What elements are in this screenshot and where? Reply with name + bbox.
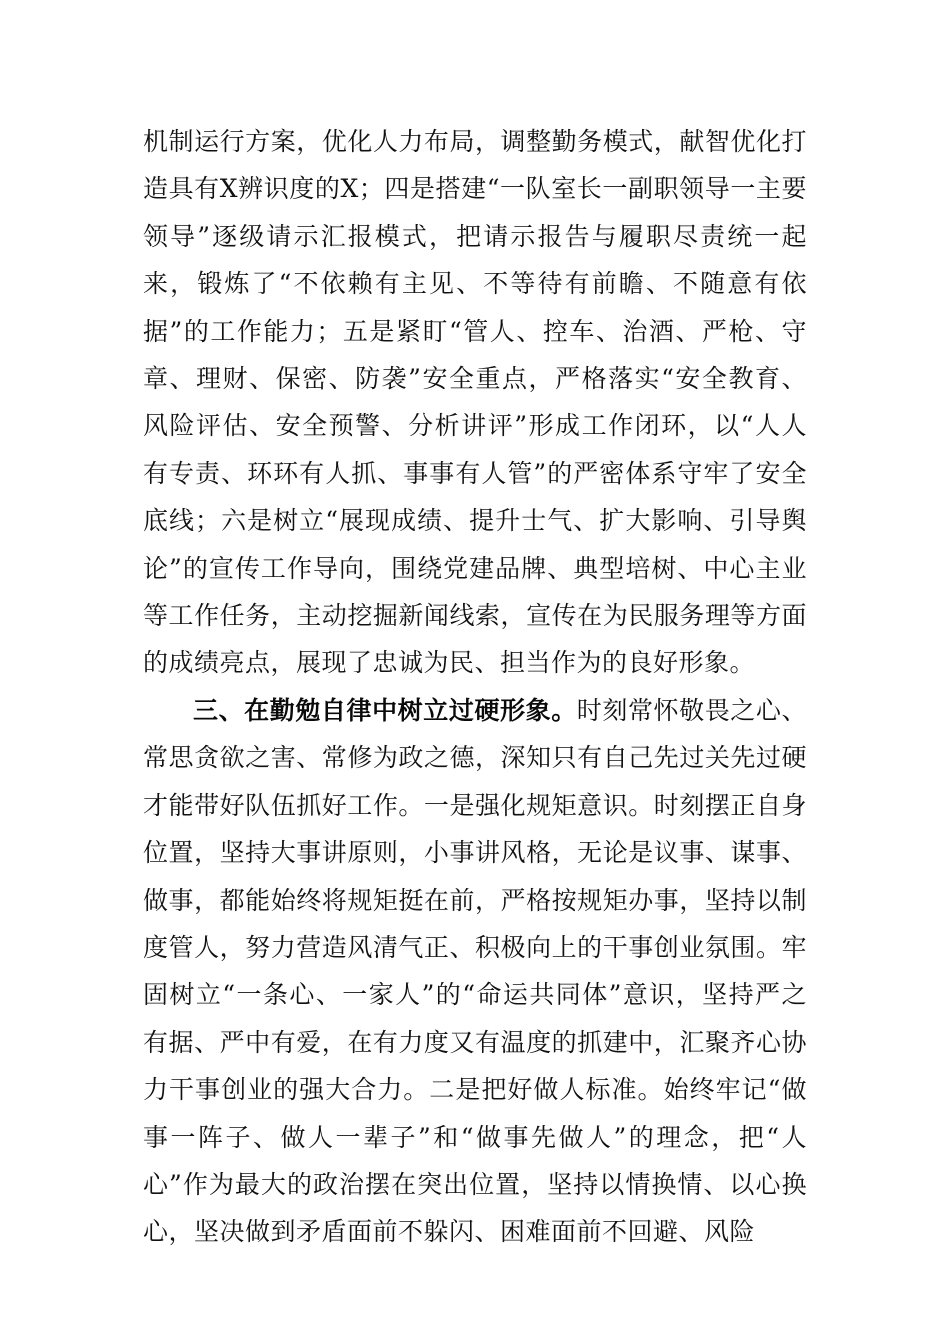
paragraph-1-text: 机制运行方案，优化人力布局，调整勤务模式，献智优化打造具有X辨识度的X；四是搭建“一队室长一副职领导一主要领导”逐级请示汇报模式，把请示报告与履职尽责统一起来，锻炼了“不依赖有主见、不等待有前瞻、不随意有依据”的工作能力；五是紧盯“管人、控车、治酒、严枪、守章、理财、保密、防袭”安全重点，严格落实“安全教育、风险评估、安全预警、分析讲评”形成工作闭环，以“人人有专责、环环有人抓、事事有人管”的严密体系守牢了安全底线；六是树立“展现成绩、提升士气、扩大影响、引导舆论”的宣传工作导向，围绕党建品牌、典型培树、中心主业等工作任务，主动挖掘新闻线索，宣传在为民服务理等方面的成绩亮点，展现了忠诚为民、担当作为的良好形象。 — [143, 127, 807, 678]
document-body — [143, 118, 807, 1256]
section-3-body: 时刻常怀敬畏之心、常思贪欲之害、常修为政之德，深知只有自己先过关先过硬才能带好队伍抓好工作。一是强化规矩意识。时刻摆正自身位置，坚持大事讲原则，小事讲风格，无论是议事、谋事、做事，都能始终将规矩挺在前，严格按规矩办事，坚持以制度管人，努力营造风清气正、积极向上的干事创业氛围。牢固树立“一条心、一家人”的“命运共同体”意识，坚持严之有据、严中有爱，在有力度又有温度的抓建中，汇聚齐心协力干事创业的强大合力。二是把好做人标准。始终牢记“做事一阵子、做人一辈子”和“做事先做人”的理念，把“人心”作为最大的政治摆在突出位置，坚持以情换情、以心换心，坚决做到矛盾面前不躲闪、困难面前不回避、风险 — [143, 695, 807, 1247]
section-3-paragraph — [143, 687, 807, 1256]
paragraph-continued — [143, 118, 807, 687]
section-3-heading: 三、在勤勉自律中树立过硬形象。 — [193, 695, 577, 725]
